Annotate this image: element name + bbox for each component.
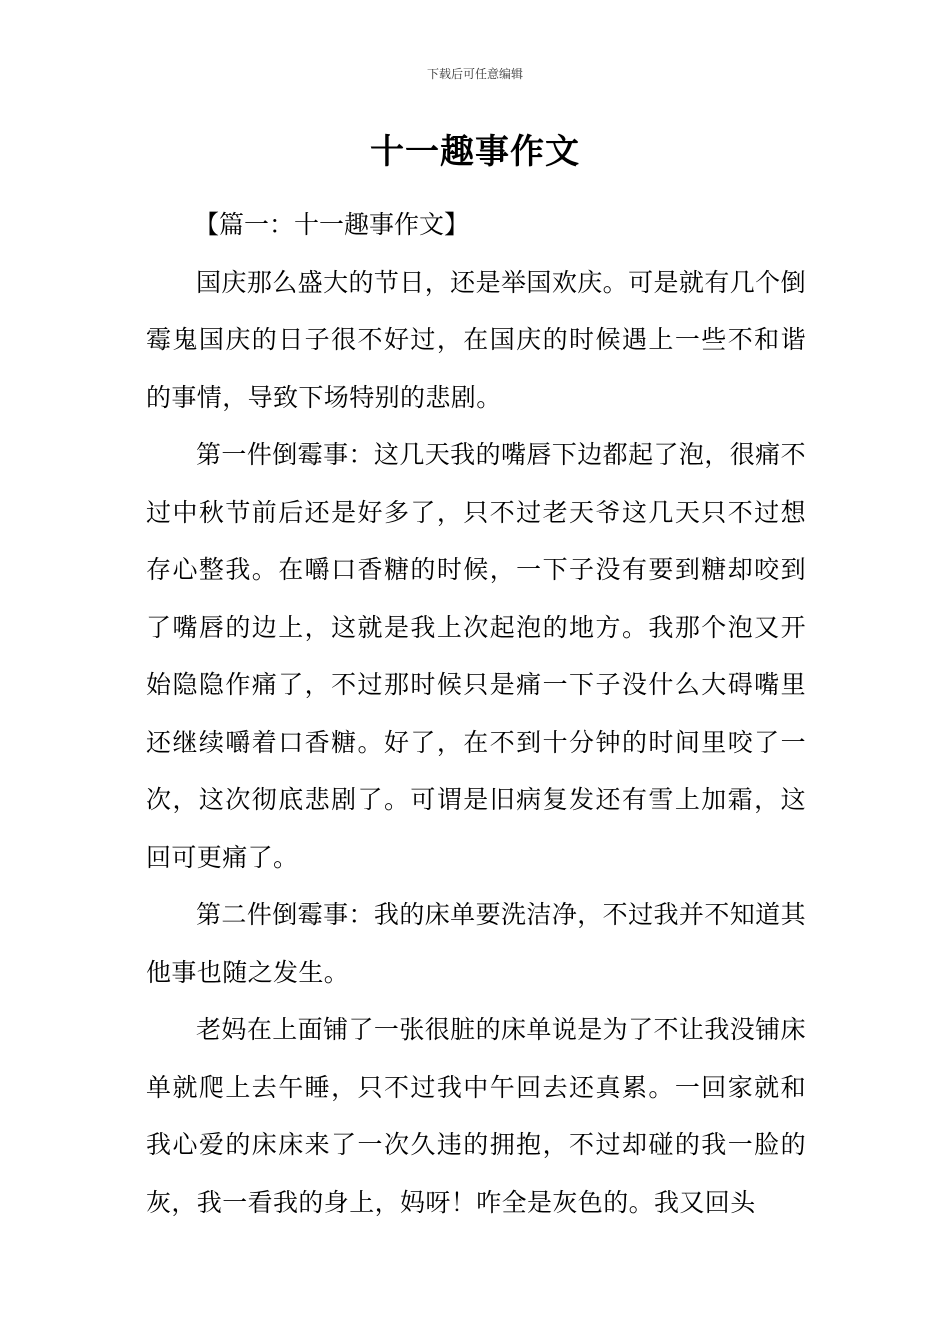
section-heading: 【篇一：十一趣事作文】 (194, 210, 470, 239)
paragraph: 国庆那么盛大的节日，还是举国欢庆。可是就有几个倒霉鬼国庆的日子很不好过，在国庆的时候遇上一些不和谐的事情，导致下场特别的悲剧。 (146, 267, 806, 412)
page-title: 十一趣事作文 (370, 132, 580, 172)
document-body (146, 196, 806, 1231)
header-note: 下载后可任意编辑 (426, 67, 523, 81)
paragraph: 老妈在上面铺了一张很脏的床单说是为了不让我没铺床单就爬上去午睡，只不过我中午回去还真累。一回家就和我心爱的床床来了一次久违的拥抱，不过却碰的我一脸的灰，我一看我的身上，妈呀！咋全是灰色的。我又回头 (146, 1015, 806, 1217)
paragraph: 第一件倒霉事：这几天我的嘴唇下边都起了泡，很痛不过中秋节前后还是好多了，只不过老天爷这几天只不过想存心整我。在嚼口香糖的时候，一下子没有要到糖却咬到了嘴唇的边上，这就是我上次起泡的地方。我那个泡又开始隐隐作痛了，不过那时候只是痛一下子没什么大碍嘴里还继续嚼着口香糖。好了，在不到十分钟的时间里咬了一次，这次彻底悲剧了。可谓是旧病复发还有雪上加霜，这回可更痛了。 (146, 440, 806, 872)
paragraph: 第二件倒霉事：我的床单要洗洁净，不过我并不知道其他事也随之发生。 (146, 900, 806, 987)
